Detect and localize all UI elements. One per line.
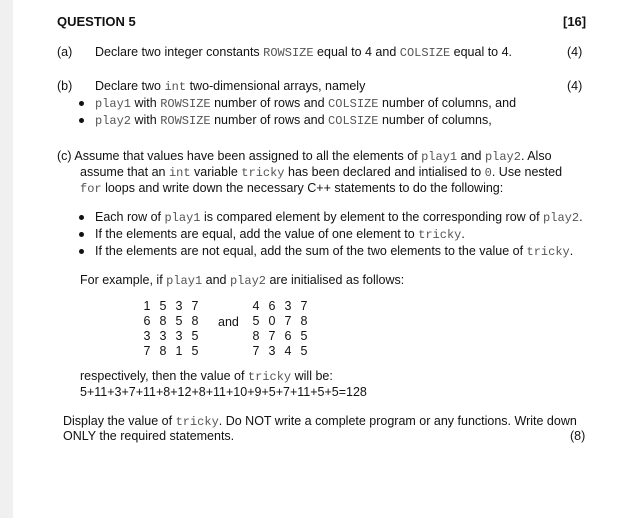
part-b-label: (b) xyxy=(57,79,73,93)
matrix-cell: 7 xyxy=(191,299,199,313)
matrix-cell: 5 xyxy=(252,314,260,328)
part-a-label: (a) xyxy=(57,45,73,59)
matrix-cell: 7 xyxy=(252,344,260,358)
matrix-cell: 3 xyxy=(175,299,183,313)
matrix-cell: 6 xyxy=(268,299,276,313)
display-instruction: Display the value of tricky. Do NOT write a complete program or any functions. Write down xyxy=(63,414,577,429)
matrix-cell: 3 xyxy=(284,299,292,313)
matrix-cell: 4 xyxy=(284,344,292,358)
matrix-cell: 3 xyxy=(268,344,276,358)
matrix-cell: 8 xyxy=(300,314,308,328)
bullet xyxy=(79,101,84,106)
part-c-line-3: for loops and write down the necessary C++ statements to do the following: xyxy=(80,181,504,196)
matrix-cell: 6 xyxy=(284,329,292,343)
matrix-cell: 8 xyxy=(159,314,167,328)
part-c-line-2: assume that an int variable tricky has been declared and intialised to 0. Use nested xyxy=(80,165,563,180)
matrix-cell: 7 xyxy=(143,344,151,358)
part-b-bullet-2: play2 with ROWSIZE number of rows and COLSIZE number of columns, xyxy=(95,113,492,128)
matrix-cell: 5 xyxy=(159,299,167,313)
matrix-cell: 1 xyxy=(143,299,151,313)
matrix-cell: 7 xyxy=(300,299,308,313)
matrix-cell: 5 xyxy=(191,329,199,343)
matrix-cell: 5 xyxy=(191,344,199,358)
question-total-marks: [16] xyxy=(563,14,587,29)
question-title: QUESTION 5 xyxy=(57,14,136,29)
matrix-cell: 8 xyxy=(252,329,260,343)
matrix-cell: 3 xyxy=(143,329,151,343)
part-a-text: Declare two integer constants ROWSIZE equal to 4 and COLSIZE equal to 4. xyxy=(95,45,513,60)
matrix-cell: 4 xyxy=(252,299,260,313)
matrix-cell: 6 xyxy=(143,314,151,328)
matrix-cell: 1 xyxy=(175,344,183,358)
bullet xyxy=(79,118,84,123)
part-a-marks: (4) xyxy=(567,45,583,59)
part-c-point-1: Each row of play1 is compared element by element to the corresponding row of play2. xyxy=(95,210,583,225)
matrix-cell: 3 xyxy=(175,329,183,343)
part-c-marks: (8) xyxy=(570,429,586,443)
result-intro: respectively, then the value of tricky will be: xyxy=(80,369,333,384)
matrix-cell: 0 xyxy=(268,314,276,328)
part-c-point-2: If the elements are equal, add the value of one element to tricky. xyxy=(95,227,465,242)
matrix-cell: 5 xyxy=(300,344,308,358)
bullet xyxy=(79,232,84,237)
part-b-text: Declare two int two-dimensional arrays, namely xyxy=(95,79,366,94)
part-c-point-3: If the elements are not equal, add the sum of the two elements to the value of tricky. xyxy=(95,244,574,259)
matrix-cell: 3 xyxy=(159,329,167,343)
matrix-cell: 7 xyxy=(268,329,276,343)
matrix-and-label: and xyxy=(218,315,239,329)
display-instruction-2: ONLY the required statements. xyxy=(63,429,235,443)
matrix-cell: 5 xyxy=(175,314,183,328)
part-b-marks: (4) xyxy=(567,79,583,93)
matrix-cell: 8 xyxy=(159,344,167,358)
example-intro: For example, if play1 and play2 are initialised as follows: xyxy=(80,273,405,288)
matrix-cell: 7 xyxy=(284,314,292,328)
left-margin-strip xyxy=(0,0,13,518)
matrix-cell: 5 xyxy=(300,329,308,343)
bullet xyxy=(79,215,84,220)
matrix-cell: 8 xyxy=(191,314,199,328)
part-c-line-1: (c) Assume that values have been assigned to all the elements of play1 and play2. Also xyxy=(57,149,552,164)
bullet xyxy=(79,249,84,254)
part-b-bullet-1: play1 with ROWSIZE number of rows and COLSIZE number of columns, and xyxy=(95,96,517,111)
sum-expression: 5+11+3+7+11+8+12+8+11+10+9+5+7+11+5+5=128 xyxy=(80,385,367,399)
